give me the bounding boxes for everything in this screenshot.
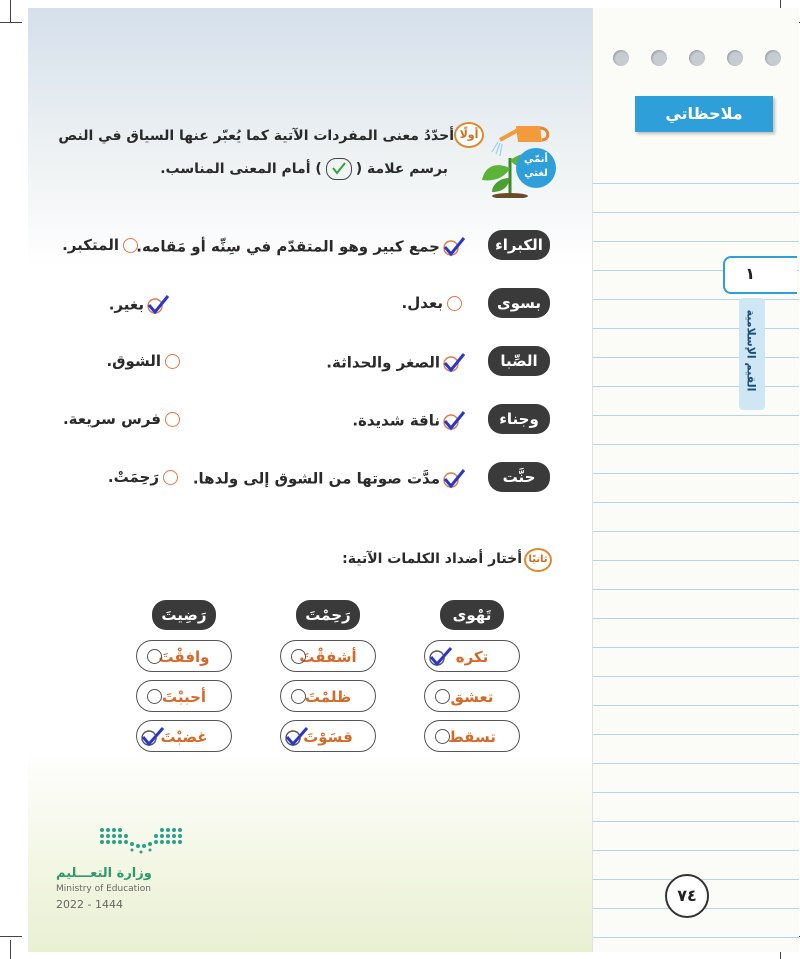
instruction-part: برسم علامة ( xyxy=(355,161,448,177)
check-icon xyxy=(442,468,466,490)
instruction-part: ) أمام المعنى المناسب. xyxy=(160,161,322,177)
ring-icon xyxy=(765,50,781,66)
radio-circle-icon xyxy=(435,689,450,704)
answer-text: ناقة شديدة. xyxy=(352,411,440,430)
radio-circle-icon xyxy=(291,649,306,664)
check-icon xyxy=(442,236,466,258)
answer-text: الصغر والحداثة. xyxy=(326,353,440,372)
unit-tab xyxy=(723,256,797,294)
check-icon xyxy=(442,352,466,374)
answer-text: رَحِمَتْ. xyxy=(107,468,159,486)
radio-circle-icon xyxy=(147,649,162,664)
answer-option-checked[interactable] xyxy=(136,236,466,258)
notes-header-area xyxy=(593,8,799,158)
vocab-word: وجناء xyxy=(488,404,550,434)
choice-label: تكره xyxy=(455,648,489,666)
word-header: رَضِيتَ xyxy=(152,600,216,630)
answer-text: مدَّت صوتها من الشوق إلى ولدها. xyxy=(192,469,440,488)
check-icon xyxy=(146,294,170,316)
choice-label: تسقط xyxy=(448,728,496,746)
check-icon xyxy=(283,725,309,749)
choice-pill[interactable] xyxy=(424,720,520,752)
section-badge: ثانيًا xyxy=(524,548,552,572)
choice-pill-checked[interactable] xyxy=(280,720,376,752)
choice-pill[interactable] xyxy=(424,680,520,712)
choice-label: غضبْتَ xyxy=(160,728,208,746)
radio-circle-icon xyxy=(123,238,138,253)
vocab-word: حنَّت xyxy=(488,462,550,492)
ring-icon xyxy=(651,50,667,66)
word-header: تَهْوى xyxy=(440,600,504,630)
choice-pill[interactable] xyxy=(280,640,376,672)
answer-text: بغير. xyxy=(108,295,144,314)
vocab-word: بسوى xyxy=(488,288,550,318)
choice-label: وافقْتَ xyxy=(158,648,210,666)
page-number: ٧٤ xyxy=(665,874,709,918)
answer-text: المتكبر. xyxy=(62,236,119,254)
check-sample-icon xyxy=(326,158,352,180)
check-icon xyxy=(442,410,466,432)
choice-label: أشفقْتَ xyxy=(299,648,357,666)
ministry-name-ar: وزارة التعـــليم xyxy=(56,866,152,881)
radio-circle-icon xyxy=(435,729,450,744)
radio-circle-icon xyxy=(165,412,180,427)
choice-pill[interactable] xyxy=(136,640,232,672)
answer-text: بعدل. xyxy=(401,294,443,312)
edition-year: 2022 - 1444 xyxy=(56,898,123,911)
choice-label: أحببْتَ xyxy=(161,688,207,706)
answer-option[interactable] xyxy=(63,410,180,428)
radio-circle-icon xyxy=(165,354,180,369)
ring-icon xyxy=(689,50,705,66)
crop-mark xyxy=(0,936,22,937)
unit-title: القيم الإسلامية xyxy=(744,309,758,392)
ring-icon xyxy=(613,50,629,66)
choice-label: قسَوْتَ xyxy=(303,728,353,746)
crop-mark xyxy=(0,22,22,23)
ring-icon xyxy=(727,50,743,66)
radio-circle-icon xyxy=(447,296,462,311)
answer-option[interactable] xyxy=(402,294,462,312)
question-instruction: أختار أضداد الكلمات الآتية: xyxy=(342,551,522,567)
choice-pill-checked[interactable] xyxy=(136,720,232,752)
choice-label: ظلمْتَ xyxy=(304,688,352,706)
notes-title: ملاحظاتي xyxy=(635,96,773,132)
vocab-word: الكبراء xyxy=(488,230,550,260)
choice-pill[interactable] xyxy=(136,680,232,712)
check-icon xyxy=(139,725,165,749)
check-icon xyxy=(427,645,453,669)
vocab-word: الصِّبا xyxy=(488,346,550,376)
choice-label: تعشق xyxy=(450,688,494,706)
answer-option-checked[interactable] xyxy=(109,294,170,316)
ministry-logo-icon xyxy=(96,822,192,862)
question-instruction-2 xyxy=(160,158,448,180)
answer-option-checked[interactable] xyxy=(352,410,466,432)
crop-mark xyxy=(10,0,11,22)
language-badge: أنمّي لغتي xyxy=(516,148,556,188)
section-badge: أولًا xyxy=(454,122,484,148)
answer-text: جمع كبير وهو المتقدّم في سِنِّه أو مَقامه. xyxy=(136,237,440,256)
binder-rings xyxy=(613,50,781,66)
radio-circle-icon xyxy=(147,689,162,704)
unit-title-tab xyxy=(739,298,765,410)
answer-option[interactable] xyxy=(108,468,178,486)
question-instruction: أحدّدُ معنى المفردات الآتية كما يُعبّر عنها السياق في النص xyxy=(58,128,454,144)
word-header: رَحِمْتَ xyxy=(296,600,360,630)
answer-option-checked[interactable] xyxy=(326,352,466,374)
choice-pill[interactable] xyxy=(280,680,376,712)
ministry-name-en: Ministry of Education xyxy=(56,884,151,894)
answer-option-checked[interactable] xyxy=(193,468,466,490)
answer-option[interactable] xyxy=(62,236,138,254)
radio-circle-icon xyxy=(163,470,178,485)
crop-mark xyxy=(10,940,11,959)
radio-circle-icon xyxy=(291,689,306,704)
answer-text: فرس سريعة. xyxy=(62,410,161,428)
answer-option[interactable] xyxy=(106,352,180,370)
choice-pill-checked[interactable] xyxy=(424,640,520,672)
unit-number: ١ xyxy=(745,264,755,283)
answer-text: الشوق. xyxy=(106,352,161,370)
notes-panel xyxy=(592,8,799,952)
